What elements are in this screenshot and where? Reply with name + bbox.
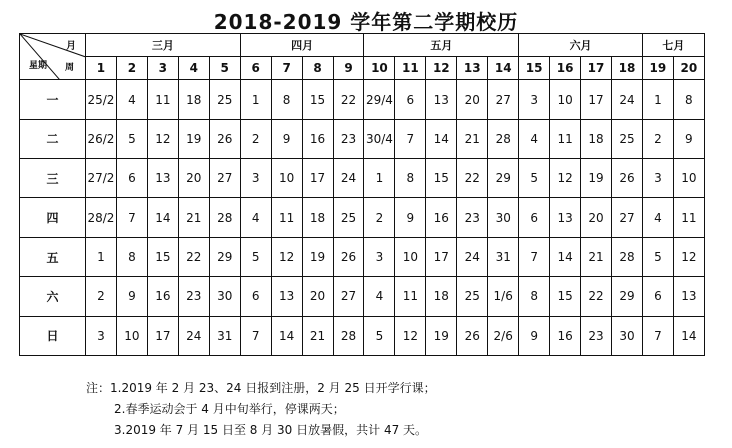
week-number: 15: [519, 57, 550, 80]
date-cell: 23: [457, 198, 488, 237]
date-cell: 25: [612, 119, 643, 158]
date-cell: 28/2: [86, 198, 117, 237]
weekday-row: [20, 198, 705, 237]
date-cell: 27: [612, 198, 643, 237]
date-cell: 25/2: [86, 80, 117, 119]
date-cell: 20: [302, 277, 333, 316]
month-header: 三月: [86, 34, 241, 57]
date-cell: 2: [642, 119, 673, 158]
date-cell: 3: [519, 80, 550, 119]
date-cell: 2: [364, 198, 395, 237]
date-cell: 7: [116, 198, 147, 237]
date-cell: 26: [612, 159, 643, 198]
week-number: 6: [240, 57, 271, 80]
weekday-row: [20, 119, 705, 158]
note-line-1: 注：1.2019 年 2 月 23、24 日报到注册，2 月 25 日开学行课；: [86, 381, 436, 395]
date-cell: 6: [116, 159, 147, 198]
date-cell: 18: [302, 198, 333, 237]
week-number: 17: [581, 57, 612, 80]
date-cell: 2: [86, 277, 117, 316]
date-cell: 14: [550, 237, 581, 276]
weekday-label: 一: [20, 80, 86, 119]
date-cell: 25: [333, 198, 364, 237]
date-cell: 7: [642, 316, 673, 355]
week-number: 18: [612, 57, 643, 80]
date-cell: 22: [333, 80, 364, 119]
notes: [86, 378, 436, 441]
date-cell: 28: [209, 198, 240, 237]
date-cell: 6: [395, 80, 426, 119]
week-number: 16: [550, 57, 581, 80]
date-cell: 17: [302, 159, 333, 198]
month-header: 七月: [642, 34, 704, 57]
date-cell: 21: [457, 119, 488, 158]
date-cell: 18: [426, 277, 457, 316]
school-calendar-table: [19, 33, 705, 356]
note-line-2: 2.春季运动会于 4 月中旬举行，停课两天；: [114, 402, 345, 416]
week-number: 1: [86, 57, 117, 80]
weekday-label: 三: [20, 159, 86, 198]
date-cell: 24: [457, 237, 488, 276]
date-cell: 3: [86, 316, 117, 355]
date-cell: 4: [364, 277, 395, 316]
date-cell: 1: [642, 80, 673, 119]
weekday-row: [20, 159, 705, 198]
date-cell: 7: [395, 119, 426, 158]
date-cell: 10: [550, 80, 581, 119]
date-cell: 29: [488, 159, 519, 198]
week-number: 12: [426, 57, 457, 80]
date-cell: 28: [488, 119, 519, 158]
date-cell: 18: [581, 119, 612, 158]
date-cell: 4: [116, 80, 147, 119]
date-cell: 6: [519, 198, 550, 237]
weekday-row: [20, 237, 705, 276]
date-cell: 13: [271, 277, 302, 316]
date-cell: 5: [240, 237, 271, 276]
date-cell: 21: [302, 316, 333, 355]
corner-week-label: 周: [64, 63, 74, 74]
date-cell: 12: [395, 316, 426, 355]
date-cell: 23: [333, 119, 364, 158]
date-cell: 24: [612, 80, 643, 119]
date-cell: 6: [642, 277, 673, 316]
date-cell: 16: [302, 119, 333, 158]
date-cell: 29: [612, 277, 643, 316]
date-cell: 14: [147, 198, 178, 237]
date-cell: 21: [581, 237, 612, 276]
week-number: 3: [147, 57, 178, 80]
week-number: 7: [271, 57, 302, 80]
date-cell: 16: [550, 316, 581, 355]
date-cell: 23: [178, 277, 209, 316]
date-cell: 10: [673, 159, 704, 198]
date-cell: 9: [673, 119, 704, 158]
date-cell: 31: [488, 237, 519, 276]
date-cell: 16: [426, 198, 457, 237]
date-cell: 19: [302, 237, 333, 276]
date-cell: 27: [333, 277, 364, 316]
date-cell: 8: [673, 80, 704, 119]
week-number: 10: [364, 57, 395, 80]
date-cell: 24: [178, 316, 209, 355]
date-cell: 9: [271, 119, 302, 158]
date-cell: 1: [240, 80, 271, 119]
date-cell: 9: [116, 277, 147, 316]
date-cell: 21: [178, 198, 209, 237]
date-cell: 28: [333, 316, 364, 355]
date-cell: 4: [642, 198, 673, 237]
page-title: 2018-2019 学年第二学期校历: [213, 10, 519, 34]
date-cell: 3: [642, 159, 673, 198]
date-cell: 15: [426, 159, 457, 198]
date-cell: 13: [147, 159, 178, 198]
date-cell: 5: [364, 316, 395, 355]
date-cell: 11: [673, 198, 704, 237]
month-header: 六月: [519, 34, 643, 57]
date-cell: 30: [612, 316, 643, 355]
date-cell: 12: [147, 119, 178, 158]
date-cell: 26: [457, 316, 488, 355]
date-cell: 6: [240, 277, 271, 316]
week-number: 11: [395, 57, 426, 80]
date-cell: 1/6: [488, 277, 519, 316]
date-cell: 19: [426, 316, 457, 355]
date-cell: 11: [395, 277, 426, 316]
month-header: 四月: [240, 34, 364, 57]
date-cell: 8: [519, 277, 550, 316]
date-cell: 17: [426, 237, 457, 276]
weekday-row: [20, 316, 705, 355]
date-cell: 22: [581, 277, 612, 316]
corner-header: [20, 34, 86, 80]
date-cell: 5: [519, 159, 550, 198]
date-cell: 30: [488, 198, 519, 237]
month-header: 五月: [364, 34, 519, 57]
date-cell: 4: [240, 198, 271, 237]
date-cell: 15: [550, 277, 581, 316]
date-cell: 9: [519, 316, 550, 355]
date-cell: 17: [147, 316, 178, 355]
date-cell: 22: [178, 237, 209, 276]
date-cell: 10: [116, 316, 147, 355]
date-cell: 14: [426, 119, 457, 158]
date-cell: 14: [271, 316, 302, 355]
date-cell: 24: [333, 159, 364, 198]
week-number: 8: [302, 57, 333, 80]
date-cell: 27/2: [86, 159, 117, 198]
date-cell: 8: [395, 159, 426, 198]
date-cell: 3: [364, 237, 395, 276]
date-cell: 14: [673, 316, 704, 355]
date-cell: 3: [240, 159, 271, 198]
note-line-3: 3.2019 年 7 月 15 日至 8 月 30 日放暑假，共计 47 天。: [114, 423, 428, 437]
date-cell: 29/4: [364, 80, 395, 119]
date-cell: 7: [519, 237, 550, 276]
week-number: 9: [333, 57, 364, 80]
week-number: 20: [673, 57, 704, 80]
week-number: 2: [116, 57, 147, 80]
date-cell: 26/2: [86, 119, 117, 158]
date-cell: 27: [209, 159, 240, 198]
date-cell: 25: [457, 277, 488, 316]
date-cell: 30: [209, 277, 240, 316]
date-cell: 1: [364, 159, 395, 198]
week-number: 14: [488, 57, 519, 80]
date-cell: 20: [457, 80, 488, 119]
date-cell: 9: [395, 198, 426, 237]
date-cell: 1: [86, 237, 117, 276]
date-cell: 13: [673, 277, 704, 316]
weekday-label: 五: [20, 237, 86, 276]
date-cell: 28: [612, 237, 643, 276]
date-cell: 7: [240, 316, 271, 355]
date-cell: 2: [240, 119, 271, 158]
date-cell: 8: [116, 237, 147, 276]
weekday-row: [20, 80, 705, 119]
date-cell: 31: [209, 316, 240, 355]
weekday-label: 六: [20, 277, 86, 316]
week-number: 13: [457, 57, 488, 80]
date-cell: 4: [519, 119, 550, 158]
week-number: 19: [642, 57, 673, 80]
date-cell: 19: [178, 119, 209, 158]
date-cell: 15: [147, 237, 178, 276]
date-cell: 15: [302, 80, 333, 119]
date-cell: 17: [581, 80, 612, 119]
date-cell: 29: [209, 237, 240, 276]
date-cell: 26: [209, 119, 240, 158]
date-cell: 11: [550, 119, 581, 158]
date-cell: 20: [178, 159, 209, 198]
date-cell: 25: [209, 80, 240, 119]
corner-weekday-label: 星期: [29, 61, 48, 72]
date-cell: 22: [457, 159, 488, 198]
date-cell: 12: [271, 237, 302, 276]
date-cell: 10: [395, 237, 426, 276]
weekday-label: 日: [20, 316, 86, 355]
corner-month-label: 月: [66, 41, 76, 52]
date-cell: 26: [333, 237, 364, 276]
date-cell: 2/6: [488, 316, 519, 355]
week-number: 4: [178, 57, 209, 80]
date-cell: 20: [581, 198, 612, 237]
weekday-label: 四: [20, 198, 86, 237]
date-cell: 18: [178, 80, 209, 119]
date-cell: 12: [673, 237, 704, 276]
date-cell: 13: [550, 198, 581, 237]
weekday-label: 二: [20, 119, 86, 158]
date-cell: 12: [550, 159, 581, 198]
date-cell: 16: [147, 277, 178, 316]
date-cell: 27: [488, 80, 519, 119]
date-cell: 8: [271, 80, 302, 119]
date-cell: 23: [581, 316, 612, 355]
week-number: 5: [209, 57, 240, 80]
date-cell: 10: [271, 159, 302, 198]
date-cell: 30/4: [364, 119, 395, 158]
date-cell: 13: [426, 80, 457, 119]
date-cell: 11: [271, 198, 302, 237]
date-cell: 5: [116, 119, 147, 158]
date-cell: 5: [642, 237, 673, 276]
date-cell: 19: [581, 159, 612, 198]
date-cell: 11: [147, 80, 178, 119]
weekday-row: [20, 277, 705, 316]
